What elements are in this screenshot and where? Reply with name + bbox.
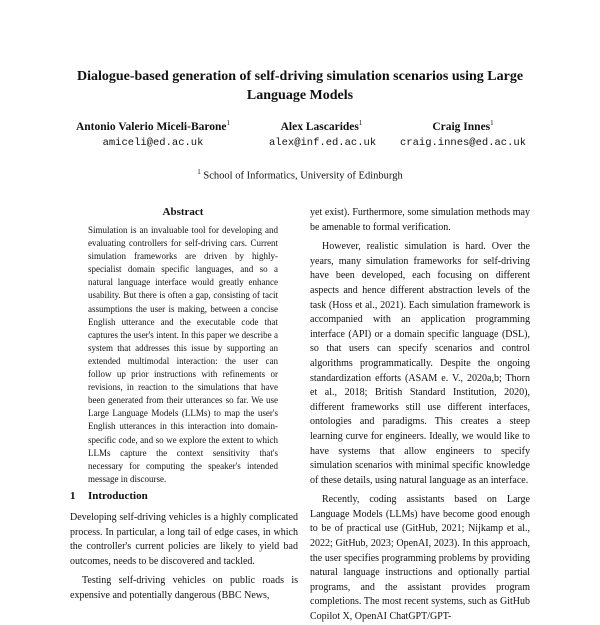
author-name: Antonio Valerio Miceli-Barone$^1$ (75, 119, 231, 133)
author-email: amiceli@ed.ac.uk (102, 136, 204, 149)
section-title: Introduction (88, 490, 148, 502)
author-1 (64, 116, 242, 150)
affiliation-mark: 1 (197, 168, 201, 176)
paragraph: Recently, coding assistants based on Large Language Models (LLMs) have become good enough to be of practical use (GitHub, 2021; Nijkamp et al., 2022; GitHub, 2023; OpenAI, 2023). In this approach, the user specifies programming problems by providing natural language instructions and optionally partial programs, and the assistant provides program completions. The most recent systems, such as GitHub Copilot X, OpenAI ChatGPT/GPT- (310, 494, 530, 623)
paragraph: yet exist). Furthermore, some simulation methods may be amenable to formal verification. (310, 207, 530, 233)
affiliation-mark: 1 (226, 119, 231, 127)
introduction-right-column (310, 206, 530, 623)
section-number: 1 (70, 490, 76, 502)
introduction-left-column (70, 511, 298, 600)
affiliation-mark: 1 (358, 119, 363, 127)
paragraph: Testing self-driving vehicles on public roads is expensive and potentially dangerous (BBC News, (70, 575, 298, 601)
abstract-heading: Abstract (162, 206, 204, 218)
author-email: craig.innes@ed.ac.uk (399, 136, 527, 149)
abstract-body: Simulation is an invaluable tool for developing and evaluating controllers for self-driving cars. Current simulation frameworks are driven by highly-specialist domain specific languages, and so a natural language interface would greatly enhance usability. But there is often a gap, consisting of tacit assumptions the user is making, between a concise English utterance and the executable code that captures the user's intent. In this paper we describe a system that addresses this issue by supporting an extended multimodal interaction: the user can follow up prior instructions with refinements or revisions, in reaction to the simulations that have been generated from their utterances so far. We use Large Language Models (LLMs) to map the user's English utterances in this interaction into domain-specific code, and so we explore the extent to which LLMs capture the context sensitivity that's necessary for computing the speaker's intended message in discourse. (88, 225, 278, 484)
section-heading-introduction (70, 489, 298, 503)
affiliation-mark: 1 (490, 119, 494, 127)
paper-title: Dialogue-based generation of self-driving simulation scenarios using Large Language Models (76, 69, 524, 103)
author-name: Alex Lascarides$^1$ (280, 119, 363, 133)
paragraph: However, realistic simulation is hard. Over the years, many simulation frameworks for self-driving have been developed, each focusing on different aspects and hence different abstraction levels of the task (Hoss et al., 2021). Each simulation framework is accompanied with an application programming interface (API) or a domain specific language (DSL), so that users can specify scenarios and control algorithms programmatically. Despite the ongoing standardization efforts (ASAM e. V., 2020a,b; Thorn et al., 2018; British Standard Institution, 2020), different frameworks still use different interfaces, ontologies and paradigms. This creates a steep learning curve for engineers. Ideally, we would like to have systems that allow engineers to specify simulation scenarios with minimal specific knowledge of these details, using natural language as an interface. (310, 241, 530, 486)
author-2 (269, 116, 377, 150)
paragraph: Developing self-driving vehicles is a highly complicated process. In particular, a long tail of edge cases, in which the controller's current policies are likely to yield bad outcomes, needs to be discovered and tackled. (70, 512, 298, 567)
author-email: alex@inf.ed.ac.uk (269, 136, 377, 149)
author-3 (398, 116, 528, 150)
affiliation: $^1$ School of Informatics, University of Edinburgh (197, 168, 403, 182)
author-name: Craig Innes$^1$ (432, 119, 494, 133)
